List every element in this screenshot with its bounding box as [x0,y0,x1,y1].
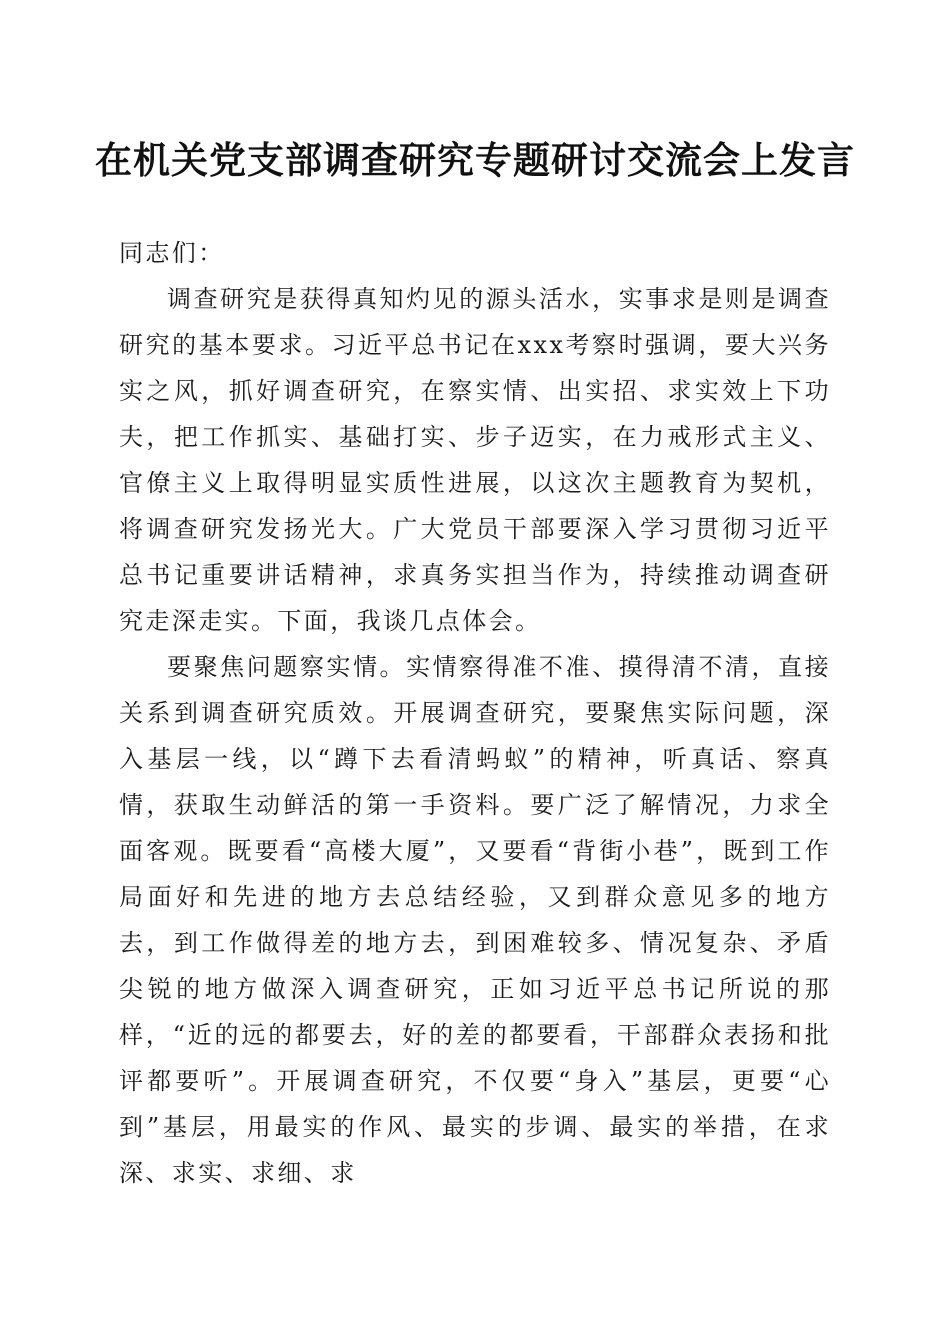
salutation: 同志们： [119,239,225,267]
paragraph-intro: 调查研究是获得真知灼见的源头活水，实事求是则是调查研究的基本要求。习近平总书记在xxx考察时强调，要大兴务实之风，抓好调查研究，在察实情、出实招、求实效上下功夫，把工作抓实、基础打实、步子迈实，在力戒形式主义、官僚主义上取得明显实质性进展，以这次主题教育为契机，将调查研究发扬光大。广大党员干部要深入学习贯彻习近平总书记重要讲话精神，求真务实担当作为，持续推动调查研究走深走实。下面，我谈几点体会。 [119,285,831,635]
paragraph-focus-problems: 要聚焦问题察实情。实情察得准不准、摸得清不清，直接关系到调查研究质效。开展调查研究，要聚焦实际问题，深入基层一线，以“蹲下去看清蚂蚁”的精神，听真话、察真情，获取生动鲜活的第一手资料。要广泛了解情况，力求全面客观。既要看“高楼大厦”，又要看“背街小巷”，既到工作局面好和先进的地方去总结经验，又到群众意见多的地方去，到工作做得差的地方去，到困难较多、情况复杂、矛盾尖锐的地方做深入调查研究，正如习近平总书记所说的那样，“近的远的都要去，好的差的都要看，干部群众表扬和批评都要听”。开展调查研究，不仅要“身入”基层，更要“心到”基层，用最实的作风、最实的步调、最实的举措，在求深、求实、求细、求 [119,653,831,1187]
document-title: 在机关党支部调查研究专题研讨交流会上发言 [95,138,855,182]
document-body [119,230,831,1196]
